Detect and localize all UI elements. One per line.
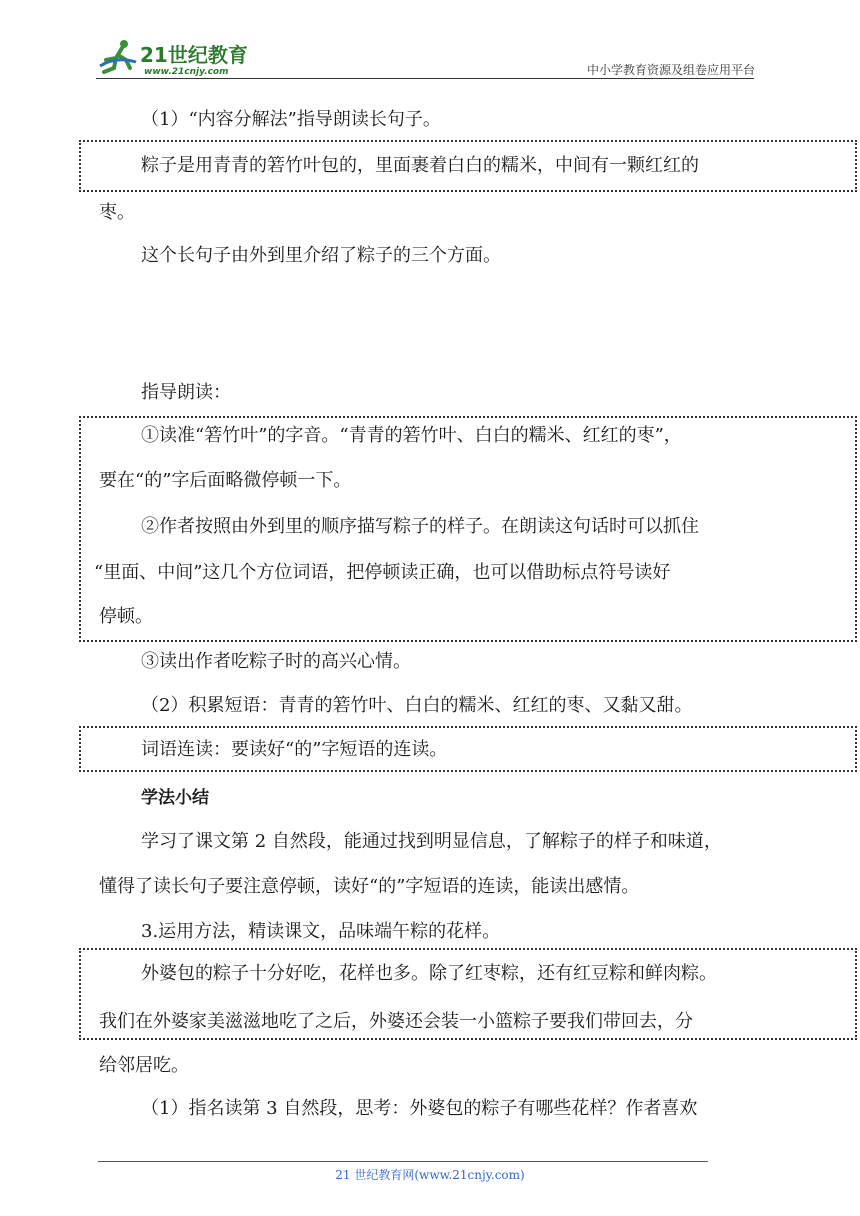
summary-line-2: 懂得了读长句子要注意停顿，读好“的”字短语的连读，能读出感情。 bbox=[99, 876, 640, 897]
footer-divider bbox=[98, 1161, 708, 1162]
logo-text: 21世纪教育 bbox=[140, 43, 248, 67]
summary-line-1: 学习了课文第 2 自然段，能通过找到明显信息，了解粽子的样子和味道， bbox=[141, 831, 722, 852]
quote-3-line-2: 我们在外婆家美滋滋地吃了之后，外婆还会装一小篮粽子要我们带回去，分 bbox=[99, 1011, 693, 1032]
paragraph-2: 这个长句子由外到里介绍了粽子的三个方面。 bbox=[141, 245, 501, 266]
paragraph-7: （1）指名读第 3 自然段，思考：外婆包的粽子有哪些花样？作者喜欢 bbox=[141, 1098, 698, 1119]
paragraph-1: （1）“内容分解法”指导朗读长句子。 bbox=[141, 109, 441, 130]
quote-3-line-3: 给邻居吃。 bbox=[99, 1055, 189, 1076]
paragraph-3: 指导朗读： bbox=[141, 382, 231, 403]
footer-link[interactable]: 21 世纪教育网(www.21cnjy.com) bbox=[335, 1168, 525, 1182]
quote-1-line-1: 粽子是用青青的箬竹叶包的，里面裹着白白的糯米，中间有一颗红红的 bbox=[141, 155, 699, 176]
site-logo bbox=[96, 36, 266, 80]
guide-1-line-2: 要在“的”字后面略微停顿一下。 bbox=[99, 470, 352, 491]
platform-name: 中小学教育资源及组卷应用平台 bbox=[586, 63, 755, 77]
guide-2-line-3: 停顿。 bbox=[99, 606, 153, 627]
header-divider bbox=[96, 78, 754, 79]
paragraph-6: 3.运用方法，精读课文，品味端午粽的花样。 bbox=[141, 921, 501, 942]
runner-icon bbox=[100, 40, 136, 72]
section-heading: 学法小结 bbox=[141, 788, 209, 808]
guide-1-line-1: ①读准“箬竹叶”的字音。“青青的箬竹叶、白白的糯米、红红的枣”， bbox=[141, 425, 682, 446]
guide-3: ③读出作者吃粽子时的高兴心情。 bbox=[141, 651, 411, 672]
guide-2-line-2: “里面、中间”这几个方位词语，把停顿读正确，也可以借助标点符号读好 bbox=[94, 562, 671, 583]
logo-url: www.21cnjy.com bbox=[144, 67, 229, 77]
quote-1-line-2: 枣。 bbox=[99, 202, 135, 223]
guide-2-line-1: ②作者按照由外到里的顺序描写粽子的样子。在朗读这句话时可以抓住 bbox=[141, 516, 699, 537]
paragraph-5: 词语连读：要读好“的”字短语的连读。 bbox=[141, 739, 448, 760]
quote-3-line-1: 外婆包的粽子十分好吃，花样也多。除了红枣粽，还有红豆粽和鲜肉粽。 bbox=[141, 963, 717, 984]
paragraph-4: （2）积累短语：青青的箬竹叶、白白的糯米、红红的枣、又黏又甜。 bbox=[141, 695, 693, 716]
